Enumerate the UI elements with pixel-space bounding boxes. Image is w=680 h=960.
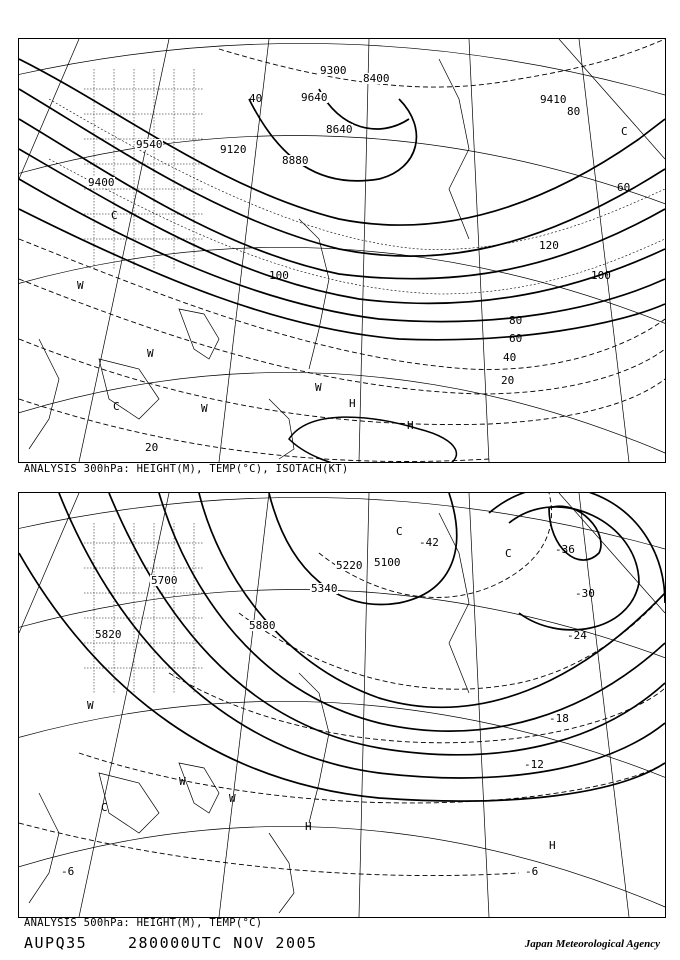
- isotach-label: 40: [249, 92, 263, 105]
- height-label: 9640: [301, 91, 328, 104]
- cold-label: C: [505, 547, 512, 560]
- graticule: [19, 493, 665, 917]
- warm-label: W: [201, 402, 208, 415]
- high-pressure-label: H: [305, 820, 312, 833]
- height-label: 9540: [136, 138, 163, 151]
- height-label: 8400: [363, 72, 390, 85]
- chart-300hpa-panel: [18, 38, 666, 463]
- temperature-label: -24: [567, 629, 587, 642]
- cold-label: C: [101, 801, 108, 814]
- height-label: 9300: [320, 64, 347, 77]
- coastlines: [29, 59, 469, 459]
- isotach-label: 20: [501, 374, 515, 387]
- warm-label: W: [77, 279, 84, 292]
- warm-label: W: [179, 775, 186, 788]
- warm-label: W: [315, 381, 322, 394]
- warm-label: W: [87, 699, 94, 712]
- height-label: 5700: [151, 574, 178, 587]
- cold-label: C: [113, 400, 120, 413]
- high-pressure-label: H: [549, 839, 556, 852]
- isotach-label: 120: [539, 239, 559, 252]
- chart-300hpa-map: [19, 39, 665, 462]
- high-pressure-label: H: [407, 419, 414, 432]
- height-label: 9410: [540, 93, 567, 106]
- chart-code: AUPQ35: [24, 934, 88, 952]
- temperature-label: -18: [549, 712, 569, 725]
- isotach-label: 80: [509, 314, 523, 327]
- chart-500hpa-panel: [18, 492, 666, 918]
- height-label: 8880: [282, 154, 309, 167]
- temperature-label: -30: [575, 587, 595, 600]
- height-label: 5820: [95, 628, 122, 641]
- chart-500hpa-map: [19, 493, 665, 917]
- graticule: [19, 39, 665, 462]
- analysis-datetime: 280000UTC NOV 2005: [128, 934, 318, 952]
- height-label: 9400: [88, 176, 115, 189]
- isotach-label: 20: [145, 441, 159, 454]
- height-label: 5880: [249, 619, 276, 632]
- isotach-label: 100: [591, 269, 611, 282]
- warm-label: W: [147, 347, 154, 360]
- agency-name: Japan Meteorological Agency: [524, 938, 660, 950]
- panel-caption-500hpa: ANALYSIS 500hPa: HEIGHT(M), TEMP(°C): [24, 917, 263, 929]
- isotach-label: 40: [503, 351, 517, 364]
- temperature-label: -12: [524, 758, 544, 771]
- coastlines: [29, 513, 469, 913]
- temperature-label: -42: [419, 536, 439, 549]
- height-label: 5340: [311, 582, 338, 595]
- temperature-label: -6: [61, 865, 75, 878]
- temperature-label: -6: [525, 865, 539, 878]
- high-pressure-label: H: [349, 397, 356, 410]
- height-contours: [19, 493, 665, 801]
- isotach-label: 80: [567, 105, 581, 118]
- cold-label: C: [396, 525, 403, 538]
- panel-caption-300hpa: ANALYSIS 300hPa: HEIGHT(M), TEMP(°C), ISOTACH(KT): [24, 463, 349, 475]
- height-label: 9120: [220, 143, 247, 156]
- cold-label: C: [621, 125, 628, 138]
- cold-label: C: [111, 209, 118, 222]
- height-label: 8640: [326, 123, 353, 136]
- isotach-label: 60: [617, 181, 631, 194]
- warm-label: W: [229, 792, 236, 805]
- isotach-label: 60: [509, 332, 523, 345]
- height-label: 5100: [374, 556, 401, 569]
- isotach-label: 100: [269, 269, 289, 282]
- height-label: 5220: [336, 559, 363, 572]
- temperature-label: -36: [555, 543, 575, 556]
